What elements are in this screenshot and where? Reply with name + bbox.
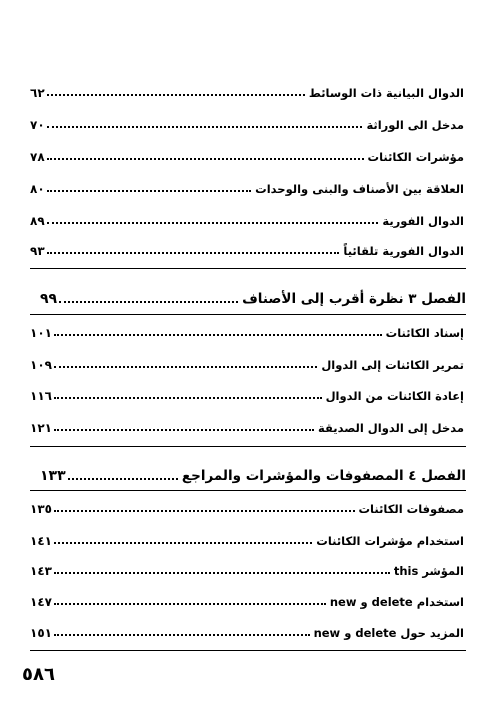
- toc-entry-title: مصفوفات الكائنات: [358, 502, 464, 516]
- chapter-title: الفصل ٤ المصفوفات والمؤشرات والمراجع: [181, 468, 466, 484]
- chapter-title: الفصل ٣ نظرة أقرب إلى الأصناف: [242, 291, 466, 307]
- toc-entry-page: ١٥١: [30, 626, 52, 640]
- toc-entry-page: ٩٣: [30, 244, 45, 258]
- toc-entry-title: إسناد الكائنات: [385, 326, 464, 340]
- dot-leader: [68, 478, 178, 480]
- dot-leader: [54, 397, 322, 399]
- toc-entry-page: ١٤٧: [30, 595, 52, 609]
- section-divider: [30, 268, 466, 269]
- dot-leader: [54, 603, 326, 605]
- dot-leader: [54, 572, 390, 574]
- toc-entry-title: مدخل إلى الدوال الصديقة: [318, 421, 464, 435]
- toc-entry: [30, 526, 464, 548]
- toc-entry-page: ٧٠: [30, 118, 45, 132]
- chapter-page: ٩٩: [40, 291, 58, 307]
- toc-entry-title: استخدام مؤشرات الكائنات: [316, 534, 464, 548]
- dot-leader: [59, 301, 238, 303]
- chapter-heading: [40, 458, 466, 484]
- toc-entry: [30, 350, 464, 372]
- toc-entry-title: استخدام delete و new: [329, 595, 464, 609]
- toc-entry-title: العلاقة بين الأصناف والبنى والوحدات: [255, 182, 464, 196]
- dot-leader: [54, 510, 355, 512]
- dot-leader: [47, 158, 364, 160]
- toc-entry-page: ٦٢: [30, 86, 45, 100]
- toc-entry-page: ٧٨: [30, 150, 45, 164]
- toc-entry-page: ١٤١: [30, 534, 52, 548]
- toc-entry-page: ١٠١: [30, 326, 52, 340]
- toc-entry: [30, 110, 464, 132]
- page-number: ٥٨٦: [22, 664, 55, 685]
- toc-entry: [30, 494, 464, 516]
- toc-entry-title: مؤشرات الكائنات: [367, 150, 464, 164]
- toc-entry-title: الدوال الفورية تلقائياً: [343, 244, 464, 258]
- dot-leader: [47, 252, 340, 254]
- toc-entry-title: مدخل الى الوراثة: [366, 118, 464, 132]
- toc-entry-title: المزيد حول delete و new: [313, 626, 464, 640]
- dot-leader: [47, 190, 252, 192]
- toc-entry: [30, 587, 464, 609]
- chapter-heading: [40, 281, 466, 307]
- toc-entry-title: إعادة الكائنات من الدوال: [325, 389, 464, 403]
- toc-entry: [30, 618, 464, 640]
- toc-entry-page: ١١٦: [30, 389, 52, 403]
- toc-entry-title: الدوال البيانية ذات الوسائط: [308, 86, 464, 100]
- section-divider: [30, 314, 466, 315]
- toc-entry: [30, 78, 464, 100]
- dot-leader: [47, 126, 363, 128]
- dot-leader: [54, 366, 317, 368]
- section-divider: [30, 490, 466, 491]
- section-divider: [30, 446, 466, 447]
- dot-leader: [47, 94, 305, 96]
- toc-entry: [30, 236, 464, 258]
- toc-entry-page: ١٣٥: [30, 502, 52, 516]
- toc-entry: [30, 318, 464, 340]
- toc-entry: [30, 206, 464, 228]
- dot-leader: [54, 334, 382, 336]
- toc-entry-page: ١٠٩: [30, 358, 52, 372]
- chapter-page: ١٣٣: [40, 468, 66, 484]
- dot-leader: [54, 634, 310, 636]
- section-divider: [30, 650, 466, 651]
- dot-leader: [47, 222, 379, 224]
- toc-entry: [30, 142, 464, 164]
- toc-entry-page: ٨٠: [30, 182, 45, 196]
- dot-leader: [54, 429, 314, 431]
- toc-entry: [30, 174, 464, 196]
- toc-entry: [30, 556, 464, 578]
- toc-entry: [30, 413, 464, 435]
- toc-entry-title: تمرير الكائنات إلى الدوال: [321, 358, 464, 372]
- dot-leader: [54, 542, 312, 544]
- toc-entry: [30, 381, 464, 403]
- toc-entry-title: الدوال الفورية: [382, 214, 464, 228]
- toc-entry-page: ٨٩: [30, 214, 45, 228]
- toc-entry-page: ١٤٣: [30, 564, 52, 578]
- toc-entry-title: المؤشر this: [393, 564, 464, 578]
- toc-entry-page: ١٢١: [30, 421, 52, 435]
